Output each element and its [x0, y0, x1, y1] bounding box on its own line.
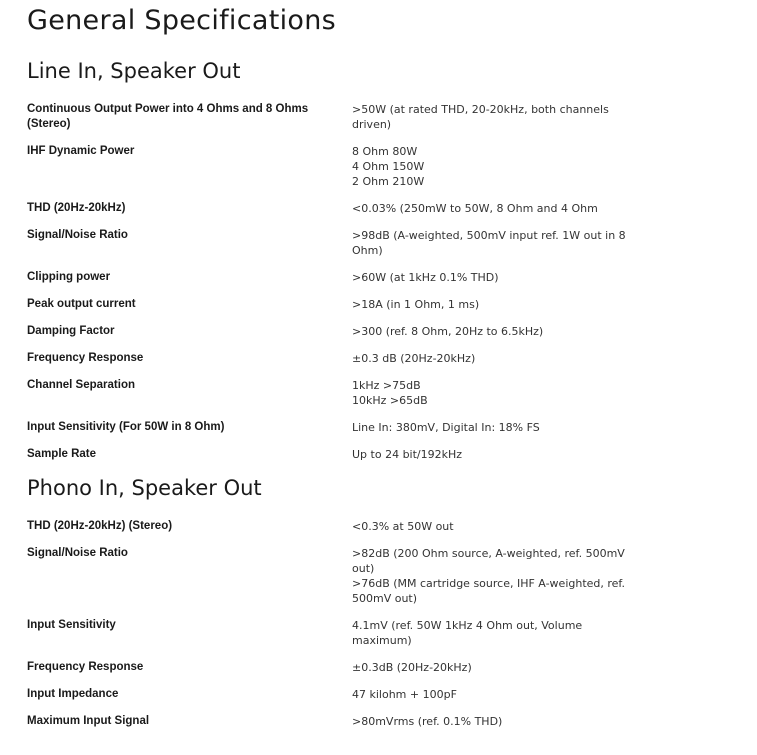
- spec-label: [27, 297, 345, 312]
- spec-label: [27, 420, 345, 435]
- spec-label: [27, 519, 345, 534]
- spec-label: [27, 144, 345, 159]
- spec-label-line: (Stereo): [27, 118, 71, 130]
- spec-label: [27, 201, 345, 216]
- spec-value: [352, 378, 672, 408]
- spec-value-line: >80mVrms (ref. 0.1% THD): [352, 715, 503, 728]
- spec-value-line: 4 Ohm 150W: [352, 160, 425, 173]
- spec-value: [352, 420, 672, 435]
- spec-value-line: >60W (at 1kHz 0.1% THD): [352, 271, 499, 284]
- spec-value: [352, 546, 672, 606]
- spec-value-line: Line In: 380mV, Digital In: 18% FS: [352, 421, 540, 434]
- spec-value: [352, 270, 672, 285]
- spec-label-line: THD (20Hz-20kHz) (Stereo): [27, 520, 173, 532]
- spec-value: [352, 324, 672, 339]
- spec-value: [352, 447, 672, 462]
- spec-value-line: ±0.3 dB (20Hz-20kHz): [352, 352, 476, 365]
- spec-value-line: driven): [352, 118, 392, 131]
- spec-value-line: <0.03% (250mW to 50W, 8 Ohm and 4 Ohm: [352, 202, 598, 215]
- spec-value: [352, 228, 672, 258]
- page-title: General Specifications: [27, 5, 337, 36]
- spec-value: [352, 714, 672, 729]
- spec-value-line: >18A (in 1 Ohm, 1 ms): [352, 298, 480, 311]
- spec-label: [27, 447, 345, 462]
- spec-value-line: maximum): [352, 634, 412, 647]
- spec-value: [352, 144, 672, 189]
- spec-value-line: 2 Ohm 210W: [352, 175, 425, 188]
- section-heading-line-in: Line In, Speaker Out: [27, 59, 241, 83]
- spec-value-line: >82dB (200 Ohm source, A-weighted, ref. 500mV: [352, 547, 625, 560]
- spec-label-line: Signal/Noise Ratio: [27, 229, 128, 241]
- spec-label: [27, 351, 345, 366]
- spec-label: [27, 324, 345, 339]
- spec-label: [27, 270, 345, 285]
- spec-value-line: >76dB (MM cartridge source, IHF A-weighted, ref.: [352, 577, 626, 590]
- spec-label-line: Continuous Output Power into 4 Ohms and 8 Ohms: [27, 103, 309, 115]
- spec-label: [27, 618, 345, 633]
- spec-value-line: ±0.3dB (20Hz-20kHz): [352, 661, 472, 674]
- spec-value: [352, 201, 672, 216]
- spec-label-line: Sample Rate: [27, 448, 97, 460]
- spec-value-line: >50W (at rated THD, 20-20kHz, both channels: [352, 103, 609, 116]
- spec-label-line: Damping Factor: [27, 325, 115, 337]
- spec-value: [352, 102, 672, 132]
- spec-value: [352, 519, 672, 534]
- spec-label-line: Peak output current: [27, 298, 136, 310]
- spec-value-line: >98dB (A-weighted, 500mV input ref. 1W out in 8: [352, 229, 626, 242]
- spec-label: [27, 687, 345, 702]
- spec-value-line: 47 kilohm + 100pF: [352, 688, 457, 701]
- spec-value: [352, 660, 672, 675]
- spec-label: [27, 378, 345, 393]
- spec-value: [352, 297, 672, 312]
- spec-label: [27, 660, 345, 675]
- spec-label-line: Frequency Response: [27, 352, 144, 364]
- spec-value-line: 8 Ohm 80W: [352, 145, 418, 158]
- spec-label: [27, 546, 345, 561]
- spec-label: [27, 228, 345, 243]
- spec-value-line: 10kHz >65dB: [352, 394, 428, 407]
- spec-value-line: >300 (ref. 8 Ohm, 20Hz to 6.5kHz): [352, 325, 544, 338]
- section-heading-phono-in: Phono In, Speaker Out: [27, 476, 262, 500]
- spec-label-line: THD (20Hz-20kHz): [27, 202, 126, 214]
- spec-label-line: Input Impedance: [27, 688, 119, 700]
- spec-value: [352, 618, 672, 648]
- spec-value-line: <0.3% at 50W out: [352, 520, 454, 533]
- spec-label-line: Signal/Noise Ratio: [27, 547, 128, 559]
- spec-value-line: 500mV out): [352, 592, 418, 605]
- spec-label-line: IHF Dynamic Power: [27, 145, 135, 157]
- spec-label: [27, 102, 345, 132]
- spec-label-line: Input Sensitivity (For 50W in 8 Ohm): [27, 421, 225, 433]
- spec-value-line: 4.1mV (ref. 50W 1kHz 4 Ohm out, Volume: [352, 619, 583, 632]
- spec-value-line: 1kHz >75dB: [352, 379, 421, 392]
- spec-label-line: Clipping power: [27, 271, 111, 283]
- spec-label-line: Input Sensitivity: [27, 619, 116, 631]
- spec-label-line: Maximum Input Signal: [27, 715, 150, 727]
- spec-label: [27, 714, 345, 729]
- spec-value-line: Up to 24 bit/192kHz: [352, 448, 463, 461]
- spec-value-line: out): [352, 562, 375, 575]
- spec-value: [352, 351, 672, 366]
- spec-value-line: Ohm): [352, 244, 383, 257]
- spec-value: [352, 687, 672, 702]
- spec-label-line: Channel Separation: [27, 379, 135, 391]
- spec-label-line: Frequency Response: [27, 661, 144, 673]
